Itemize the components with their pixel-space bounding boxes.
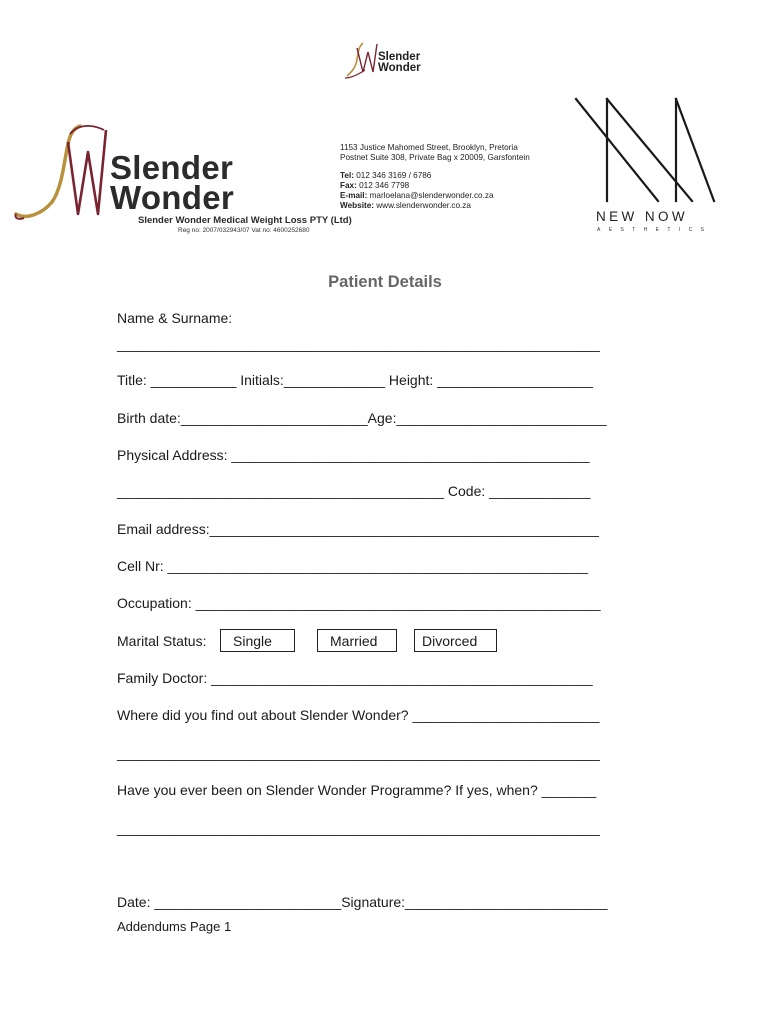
small-logo (343, 40, 443, 82)
website-label: Website: (340, 201, 374, 211)
address-line-2: Postnet Suite 308, Private Bag x 20009, Garsfontein (340, 153, 530, 163)
small-logo-line2: Wonder (378, 62, 421, 74)
tel-value: 012 346 3169 / 6786 (356, 170, 432, 180)
fax-line (340, 181, 535, 191)
contact-block (340, 143, 535, 212)
marital-option-single[interactable]: Single (220, 629, 295, 652)
marital-option-married[interactable]: Married (317, 629, 397, 652)
find-out-row[interactable]: Where did you find out about Slender Wonder? ________________________ (117, 707, 600, 723)
programme-extra-line[interactable]: ______________________________________________________________ (117, 820, 600, 836)
marital-status-label: Marital Status: (117, 633, 207, 649)
name-input-line[interactable]: ______________________________________________________________ (117, 336, 600, 352)
registration-line: Reg no: 2007/032943/07 Vat no: 4600252680 (178, 227, 310, 234)
sw-monogram-icon (12, 122, 112, 232)
address-code-row[interactable]: __________________________________________ Code: _____________ (117, 483, 591, 499)
website-value: www.slenderwonder.co.za (376, 201, 471, 211)
programme-row[interactable]: Have you ever been on Slender Wonder Programme? If yes, when? _______ (117, 782, 597, 798)
fax-label: Fax: (340, 180, 357, 190)
new-now-logo (572, 96, 722, 236)
name-label: Name & Surname: (117, 310, 233, 326)
tel-line (340, 171, 535, 181)
logo-word-slender: Slender (110, 149, 234, 186)
address-line-1: 1153 Justice Mahomed Street, Brooklyn, Pretoria (340, 143, 518, 152)
find-out-extra-line[interactable]: ______________________________________________________________ (117, 745, 600, 761)
cell-number-row[interactable]: Cell Nr: ______________________________________________________ (117, 558, 589, 574)
title-initials-height-row[interactable]: Title: ___________ Initials:_____________ Height: ____________________ (117, 372, 593, 388)
occupation-row[interactable]: Occupation: ____________________________________________________ (117, 595, 601, 611)
new-now-title: NEW NOW (596, 209, 689, 224)
website-line (340, 201, 535, 211)
family-doctor-row[interactable]: Family Doctor: _________________________________________________ (117, 670, 593, 686)
new-now-subtitle: AESTHETICS (597, 227, 713, 233)
sw-monogram-small-icon (343, 40, 383, 82)
company-name: Slender Wonder Medical Weight Loss PTY (Ltd) (138, 215, 352, 226)
date-signature-row[interactable]: Date: ________________________Signature:__________________________ (117, 894, 608, 910)
email-label: E-mail: (340, 191, 368, 201)
email-line (340, 191, 535, 201)
email-value: marloelana@slenderwonder.co.za (369, 191, 494, 201)
email-address-row[interactable]: Email address:__________________________________________________ (117, 521, 599, 537)
page-footer: Addendums Page 1 (117, 919, 232, 934)
physical-address-row[interactable]: Physical Address: ______________________________________________ (117, 447, 590, 463)
marital-option-divorced[interactable]: Divorced (414, 629, 497, 652)
birth-date-age-row[interactable]: Birth date:________________________Age:___________________________ (117, 410, 607, 426)
logo-word-wonder: Wonder (110, 179, 235, 216)
form-title: Patient Details (328, 273, 442, 291)
small-logo-line1: Slender (378, 51, 421, 63)
fax-value: 012 346 7798 (359, 180, 410, 190)
tel-label: Tel: (340, 170, 354, 180)
new-now-monogram-icon (572, 96, 722, 206)
